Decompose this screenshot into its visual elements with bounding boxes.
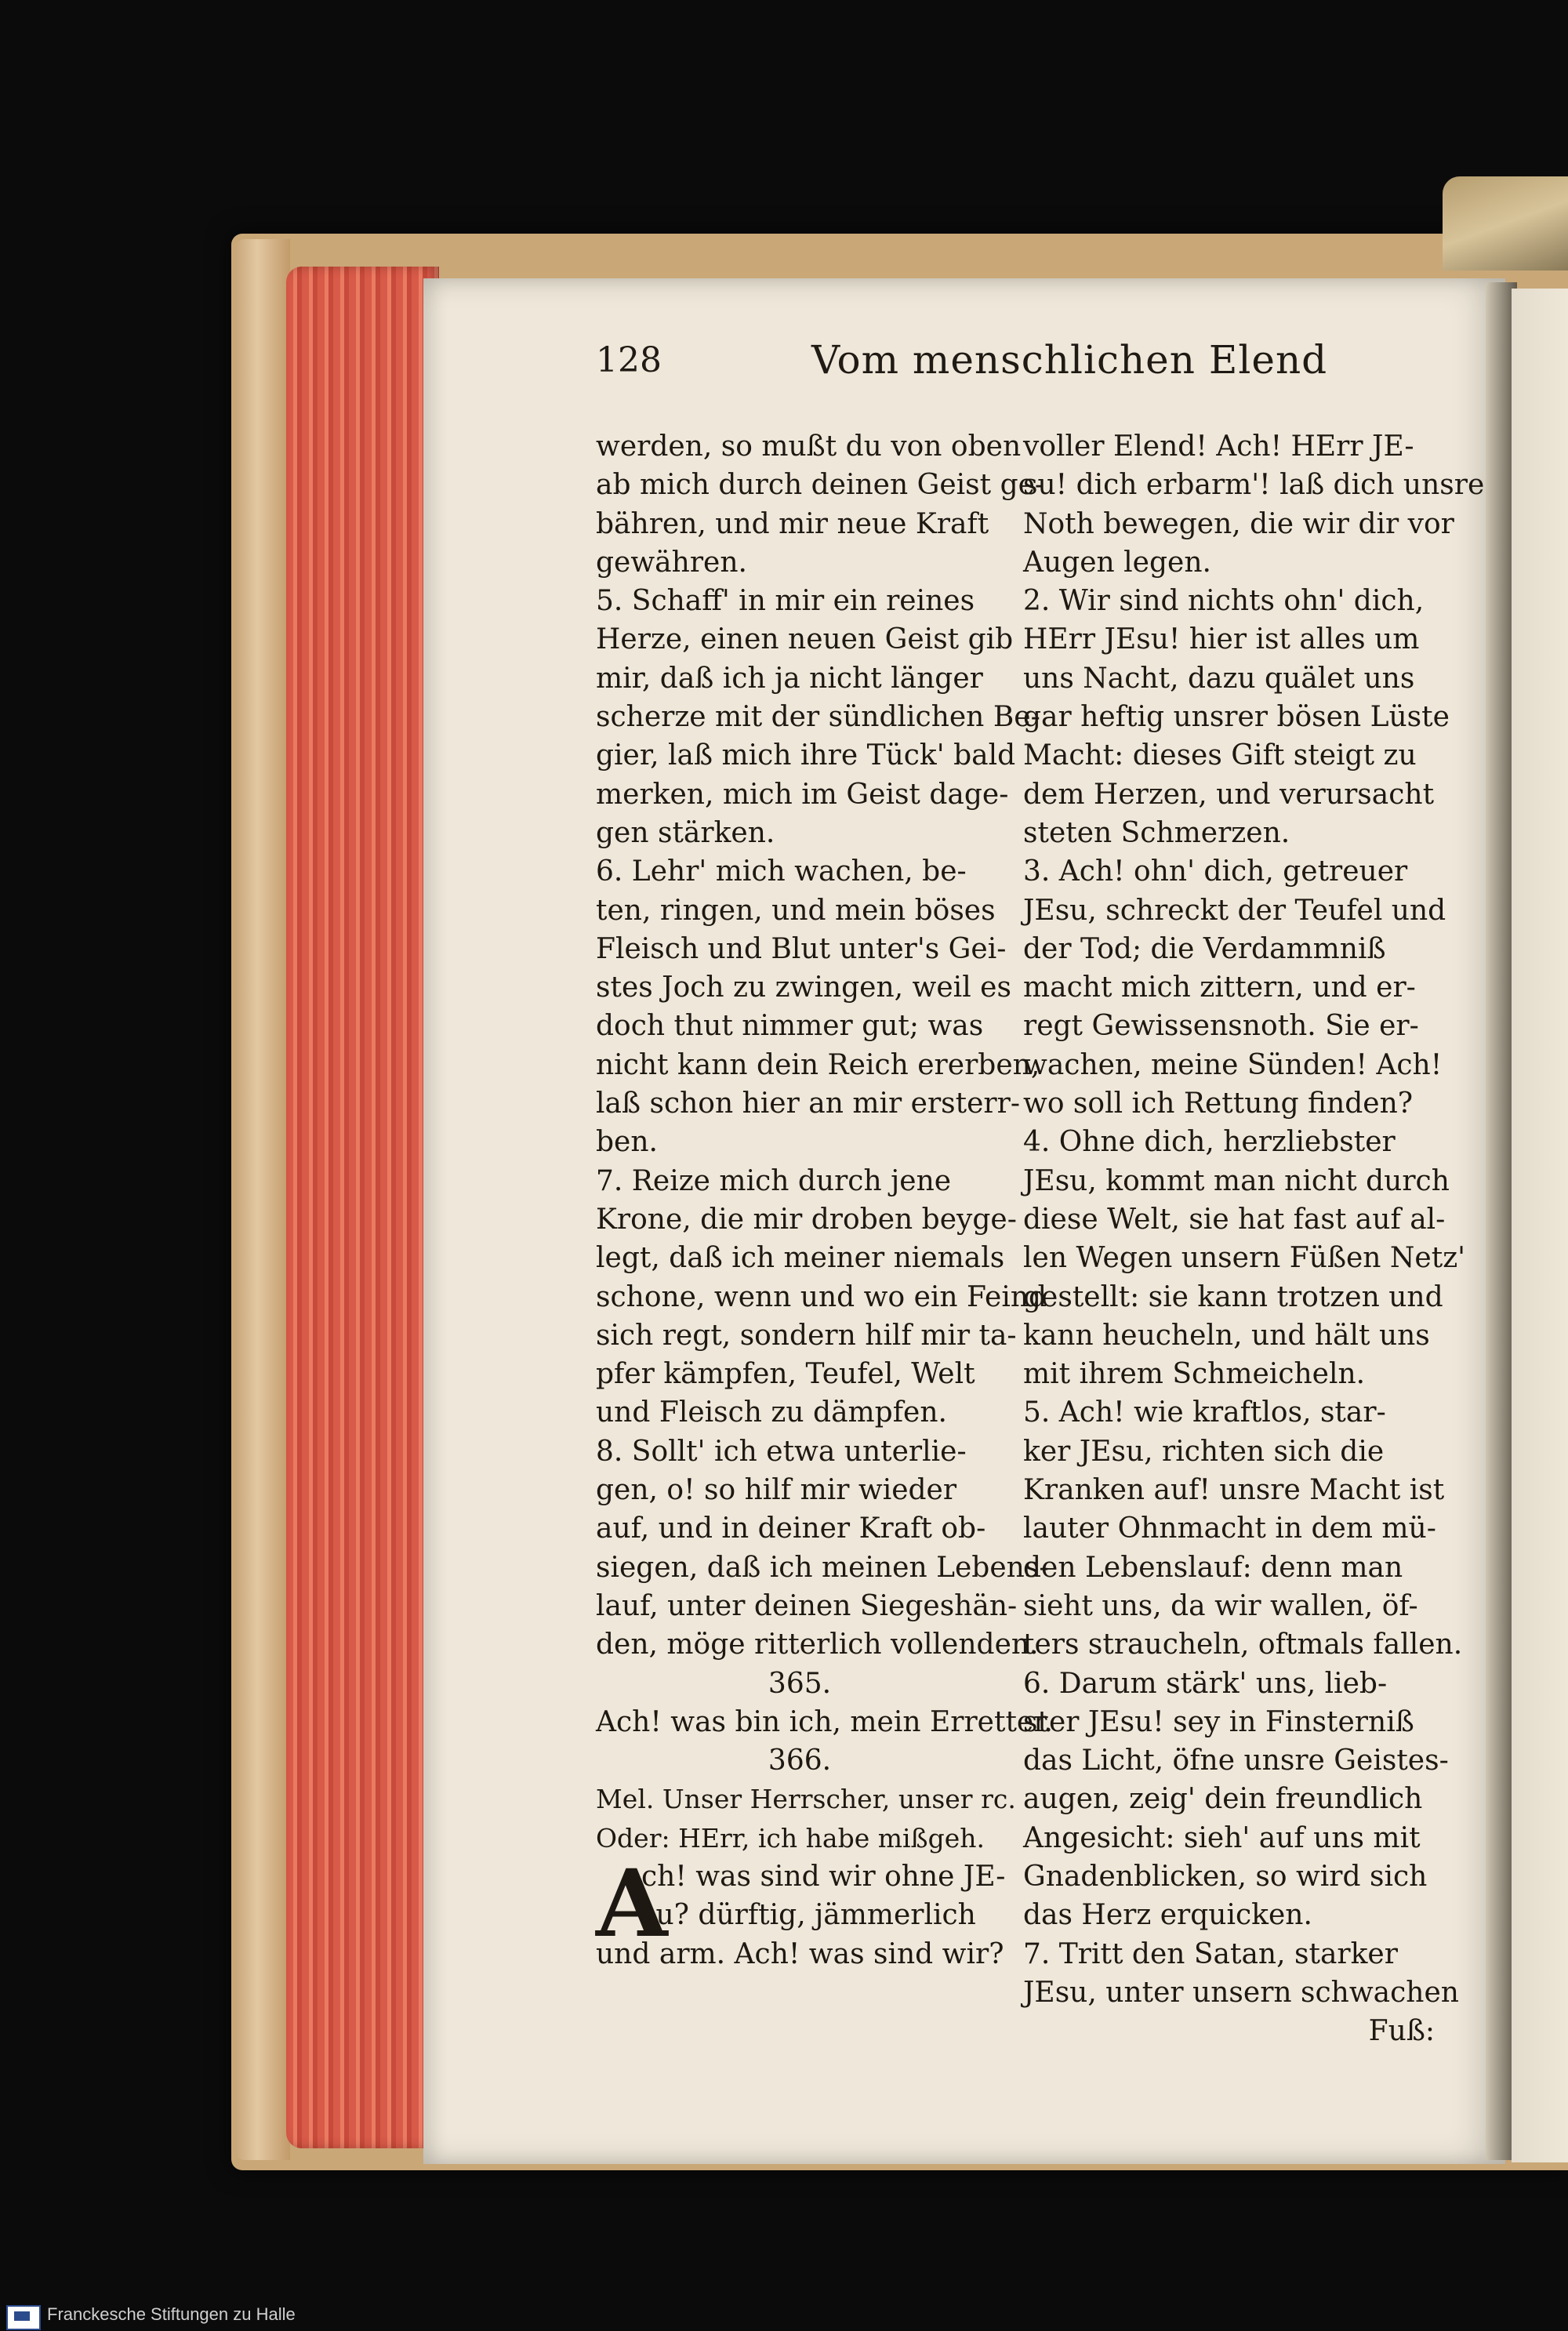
text-line: ab mich durch deinen Geist ge- [596, 469, 1045, 502]
footer-credit: Franckesche Stiftungen zu Halle [47, 2304, 296, 2324]
institution-logo-icon [6, 2305, 41, 2330]
page-recto-sliver [1512, 289, 1568, 2162]
text-line: 6. Darum stärk' uns, lieb- [1023, 1667, 1388, 1700]
text-line: pfer kämpfen, Teufel, Welt [596, 1358, 975, 1391]
hymn-text-line: und arm. Ach! was sind wir? [596, 1937, 1004, 1970]
text-line: HErr JEsu! hier ist alles um [1023, 623, 1420, 656]
text-line: 5. Ach! wie kraftlos, star- [1023, 1396, 1386, 1429]
running-head [596, 337, 1482, 392]
text-line: Gnadenblicken, so wird sich [1023, 1860, 1428, 1893]
text-line: lauter Ohnmacht in dem mü- [1023, 1512, 1436, 1545]
text-line: mir, daß ich ja nicht länger [596, 662, 983, 695]
text-line: ker JEsu, richten sich die [1023, 1435, 1385, 1468]
text-line: 3. Ach! ohn' dich, getreuer [1023, 855, 1408, 888]
text-line: auf, und in deiner Kraft ob- [596, 1512, 986, 1545]
red-page-edges [286, 267, 439, 2148]
text-line: gar heftig unsrer bösen Lüste [1023, 701, 1450, 734]
text-line: gen, o! so hilf mir wieder [596, 1474, 957, 1507]
text-line: ten, ringen, und mein böses [596, 894, 996, 927]
text-line: JEsu, schreckt der Teufel und [1023, 894, 1446, 927]
text-line: kann heucheln, und hält uns [1023, 1319, 1430, 1352]
text-line: augen, zeig' dein freundlich [1023, 1783, 1423, 1816]
text-line: nicht kann dein Reich ererben, [596, 1048, 1040, 1081]
text-line: Noth bewegen, die wir dir vor [1023, 507, 1454, 540]
text-line: Krone, die mir droben beyge- [596, 1203, 1017, 1236]
catchword: Fuß: [1368, 2015, 1435, 2048]
text-line: JEsu, kommt man nicht durch [1023, 1164, 1450, 1197]
text-line: siegen, daß ich meinen Lebens- [596, 1551, 1049, 1584]
text-line: 6. Lehr' mich wachen, be- [596, 855, 967, 888]
text-line: regt Gewissensnoth. Sie er- [1023, 1010, 1419, 1043]
text-line: werden, so mußt du von oben [596, 430, 1022, 463]
text-line: das Herz erquicken. [1023, 1899, 1312, 1932]
text-line: macht mich zittern, und er- [1023, 971, 1416, 1004]
text-line: 7. Tritt den Satan, starker [1023, 1937, 1398, 1970]
text-line: diese Welt, sie hat fast auf al- [1023, 1203, 1446, 1236]
text-line: len Wegen unsern Füßen Netz' [1023, 1242, 1466, 1275]
text-line: su! dich erbarm'! laß dich unsre [1023, 469, 1485, 502]
text-line: ters straucheln, oftmals fallen. [1023, 1628, 1463, 1661]
text-line: ster JEsu! sey in Finsterniß [1023, 1705, 1414, 1738]
text-line: dem Herzen, und verursacht [1023, 778, 1435, 811]
text-line: Kranken auf! unsre Macht ist [1023, 1474, 1445, 1507]
text-line: laß schon hier an mir ersterr- [596, 1087, 1020, 1120]
right-column [1023, 427, 1485, 2050]
text-line: sieht uns, da wir wallen, öf- [1023, 1589, 1418, 1622]
book-spine-corner [1443, 176, 1568, 270]
text-line: sich regt, sondern hilf mir ta- [596, 1319, 1017, 1352]
text-line: wo soll ich Rettung finden? [1023, 1087, 1414, 1120]
text-line: 7. Reize mich durch jene [596, 1164, 952, 1197]
text-line: 5. Schaff' in mir ein reines [596, 585, 975, 618]
text-line: scherze mit der sündlichen Be- [596, 701, 1040, 734]
text-line: Herze, einen neuen Geist gib [596, 623, 1014, 656]
text-line: 8. Sollt' ich etwa unterlie- [596, 1435, 967, 1468]
text-line: ben. [596, 1126, 658, 1159]
page-number: 128 [596, 340, 662, 380]
hymn-incipit: Ach! was bin ich, mein Erretter. [596, 1705, 1053, 1738]
text-line: den Lebenslauf: denn man [1023, 1551, 1403, 1584]
text-line: mit ihrem Schmeicheln. [1023, 1358, 1366, 1391]
melody-line: Mel. Unser Herrscher, unser rc. [596, 1784, 1016, 1815]
text-line: stes Joch zu zwingen, weil es [596, 971, 1011, 1004]
text-line: wachen, meine Sünden! Ach! [1023, 1048, 1443, 1081]
text-line: gestellt: sie kann trotzen und [1023, 1280, 1443, 1313]
text-line: der Tod; die Verdammniß [1023, 932, 1386, 965]
text-line: gen stärken. [596, 816, 775, 849]
text-line: voller Elend! Ach! HErr JE- [1023, 430, 1414, 463]
text-line: Macht: dieses Gift steigt zu [1023, 739, 1417, 772]
text-line: JEsu, unter unsern schwachen [1023, 1976, 1459, 2009]
text-line: lauf, unter deinen Siegeshän- [596, 1589, 1018, 1622]
text-line: Augen legen. [1023, 546, 1211, 579]
hymn-366-opening [596, 1848, 1006, 1973]
text-line: und Fleisch zu dämpfen. [596, 1396, 947, 1429]
text-line: 2. Wir sind nichts ohn' dich, [1023, 585, 1425, 618]
text-line: uns Nacht, dazu quälet uns [1023, 662, 1415, 695]
text-line: bähren, und mir neue Kraft [596, 507, 989, 540]
text-line: gewähren. [596, 546, 747, 579]
book-board-edge [235, 239, 290, 2160]
text-line: doch thut nimmer gut; was [596, 1010, 984, 1043]
hymn-text-line: ch! was sind wir ohne JE- [641, 1860, 1006, 1893]
hymn-number: 366. [768, 1745, 832, 1777]
text-line: das Licht, öfne unsre Geistes- [1023, 1745, 1449, 1777]
text-line: merken, mich im Geist dage- [596, 778, 1009, 811]
text-line: 4. Ohne dich, herzliebster [1023, 1126, 1396, 1159]
text-line: schone, wenn und wo ein Feind [596, 1280, 1047, 1313]
drop-capital: A [596, 1848, 668, 1958]
left-column [596, 427, 1053, 1973]
hymn-text-line: su? dürftig, jämmerlich [641, 1899, 976, 1932]
text-line: gier, laß mich ihre Tück' bald [596, 739, 1016, 772]
hymn-number: 365. [768, 1667, 832, 1700]
text-line: legt, daß ich meiner niemals [596, 1242, 1005, 1275]
text-line: den, möge ritterlich vollenden. [596, 1628, 1039, 1661]
page-title: Vom menschlichen Elend [811, 337, 1328, 383]
text-line: Fleisch und Blut unter's Gei- [596, 932, 1007, 965]
text-line: steten Schmerzen. [1023, 816, 1290, 849]
melody-line: Oder: HErr, ich habe mißgeh. [596, 1822, 985, 1854]
text-line: Angesicht: sieh' auf uns mit [1023, 1821, 1421, 1854]
